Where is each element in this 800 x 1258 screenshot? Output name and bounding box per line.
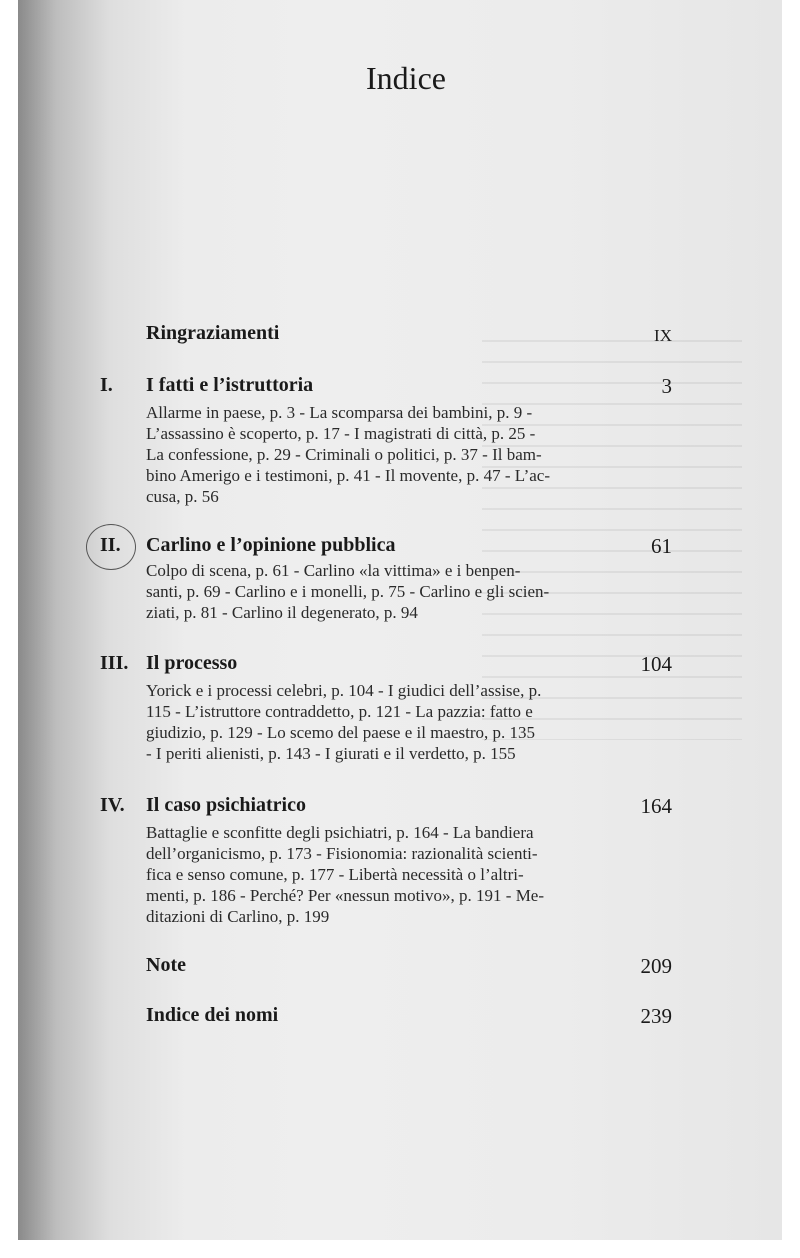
chapter-4-sections [146, 822, 616, 927]
toc-entry-page: 164 [640, 794, 672, 818]
chapter-number: II. [100, 534, 121, 556]
section-line: Allarme in paese, p. 3 - La scomparsa dei bambini, p. 9 - [146, 403, 533, 422]
chapter-number: I. [100, 374, 113, 396]
toc-entry-chapter-3[interactable] [18, 652, 782, 682]
toc-entry-title: Note [146, 954, 186, 976]
section-line: 115 - L’istruttore contraddetto, p. 121 - La pazzia: fatto e [146, 702, 533, 721]
toc-entry-page: 61 [651, 534, 672, 558]
toc-entry-title: Indice dei nomi [146, 1004, 279, 1026]
toc-entry-ringraziamenti[interactable] [18, 322, 782, 352]
section-line: La confessione, p. 29 - Criminali o politici, p. 37 - Il bam- [146, 445, 542, 464]
toc-entry-indice-dei-nomi[interactable] [18, 1004, 782, 1034]
toc-entry-title: Il caso psichiatrico [146, 794, 306, 816]
chapter-1-sections [146, 402, 616, 507]
section-line: ziati, p. 81 - Carlino il degenerato, p. 94 [146, 603, 418, 622]
toc-entry-page: 239 [640, 1004, 672, 1028]
toc-entry-chapter-1[interactable] [18, 374, 782, 404]
section-line: bino Amerigo e i testimoni, p. 41 - Il movente, p. 47 - L’ac- [146, 466, 550, 485]
chapter-number: III. [100, 652, 129, 674]
section-line: L’assassino è scoperto, p. 17 - I magistrati di città, p. 25 - [146, 424, 536, 443]
section-line: santi, p. 69 - Carlino e i monelli, p. 75 - Carlino e gli scien- [146, 582, 550, 601]
toc-entry-title: I fatti e l’istruttoria [146, 374, 314, 396]
section-line: dell’organicismo, p. 173 - Fisionomia: razionalità scienti- [146, 844, 538, 863]
section-line: fica e senso comune, p. 177 - Libertà necessità o l’altri- [146, 865, 524, 884]
toc-entry-page: 209 [640, 954, 672, 978]
section-line: ditazioni di Carlino, p. 199 [146, 907, 330, 926]
toc-entry-title: Ringraziamenti [146, 322, 280, 344]
chapter-2-sections [146, 560, 616, 623]
toc-entry-page: 3 [661, 374, 672, 398]
toc-entry-page: 104 [640, 652, 672, 676]
toc-entry-chapter-4[interactable] [18, 794, 782, 824]
chapter-3-sections [146, 680, 616, 764]
book-page [18, 0, 782, 1240]
section-line: Battaglie e sconfitte degli psichiatri, p. 164 - La bandiera [146, 823, 534, 842]
toc-entry-note[interactable] [18, 954, 782, 984]
section-line: Colpo di scena, p. 61 - Carlino «la vittima» e i benpen- [146, 561, 521, 580]
section-line: Yorick e i processi celebri, p. 104 - I giudici dell’assise, p. [146, 681, 542, 700]
chapter-number: IV. [100, 794, 125, 816]
section-line: giudizio, p. 129 - Lo scemo del paese e il maestro, p. 135 [146, 723, 536, 742]
section-line: cusa, p. 56 [146, 487, 219, 506]
page-title: Indice [366, 60, 446, 96]
toc-entry-title: Il processo [146, 652, 238, 674]
toc-entry-title: Carlino e l’opinione pubblica [146, 534, 396, 556]
toc-entry-page: IX [654, 326, 672, 345]
section-line: - I periti alienisti, p. 143 - I giurati e il verdetto, p. 155 [146, 744, 516, 763]
section-line: menti, p. 186 - Perché? Per «nessun motivo», p. 191 - Me- [146, 886, 545, 905]
